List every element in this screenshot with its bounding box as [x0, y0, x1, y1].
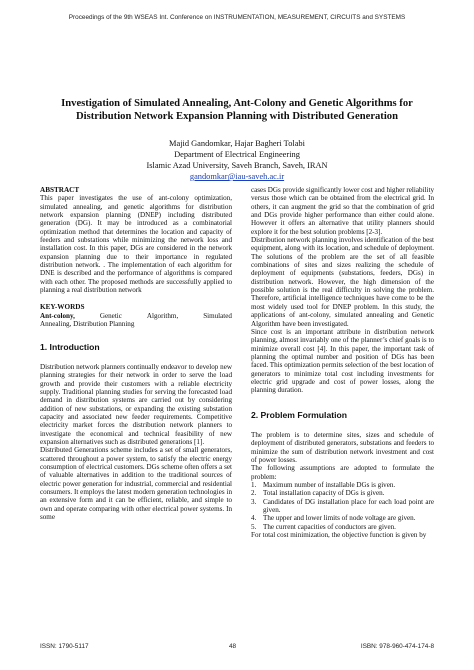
assumption-item: 3. Candidates of DG installation place for each load point are given.: [251, 497, 434, 515]
keyword: Genetic: [99, 311, 122, 320]
body-paragraph: Since cost is an important attribute in distribution network planning, almost invariably one of the planner’s chief goals is to minimize overall cost [4]. In this paper, the important task of planning the optimal number and position of DGs has been faced. This optimization permits selection of the best location of generators to minimize total cost including investments for electric grid upgrade and cost of power losses, along the planning duration.: [251, 327, 434, 395]
assumption-item: 5. The current capacities of conductors are given.: [251, 522, 396, 531]
assumption-item: 1. Maximum number of installable DGs is given.: [251, 481, 396, 489]
keywords-line: Annealing, Distribution Planning: [40, 320, 135, 329]
keywords-line: [40, 312, 232, 320]
keyword: Ant-colony,: [40, 311, 75, 320]
footer-issn: ISSN: 1790-5117: [40, 643, 89, 650]
proceedings-header: Proceedings of the 9th WSEAS Int. Conference on INSTRUMENTATION, MEASUREMENT, CIRCUITS and SYSTEMS: [68, 14, 406, 21]
footer-isbn: ISBN: 978-960-474-174-8: [360, 643, 434, 650]
keyword: Simulated: [203, 311, 232, 320]
intro-paragraph: Distribution network planners continually endeavor to develop new planning strategies for their network in order to serve the load growth and provide their customers with a reliable electricity supply. Traditional planning studies for serving the forecasted load demand in distribution systems are carried out by considering addition of new substations, or expanding the existing substation capacity and associated new feeder requirements. Competitive electricity market forces the distribution network planners to investigate the economical and technical feasibility of new expansion alternatives such as distributed generations [1].: [40, 362, 232, 446]
footer-page-number: 48: [229, 643, 237, 650]
author-email-link[interactable]: gandomkar@iau-saveh.ac.ir: [189, 172, 285, 181]
intro-paragraph: Distributed Generations scheme includes a set of small generators, scattered throughout a power system, to satisfy the electric energy consumption of electrical customers. DGs scheme often offers a set of valuable alternatives in addition to the traditional sources of electric power generation for industrial, commercial and residential consumers. It employs the latest modern generation technologies in an extensive form and it can be efficient, reliable, and simple to own and operate comparing with other electrical power systems. In some: [40, 446, 232, 522]
body-paragraph: cases DGs provide significantly lower cost and higher reliability versus those which can be obtained from the electrical grid. In others, it can augment the grid so that the combination of grid and DGs provide higher performance than either could alone. However it offers an alternative that utility planners should explore it for the best solution problems [2-3].: [251, 186, 434, 236]
assumption-item: 4. The upper and lower limits of node voltage are given.: [251, 514, 416, 523]
author-department: Department of Electrical Engineering: [174, 150, 300, 159]
abstract-heading: ABSTRACT: [40, 186, 80, 194]
assumption-list: [251, 481, 434, 531]
formulation-paragraph: The problem is to determine sites, sizes and schedule of deployment of distributed generators, substations and feeders to minimize the sum of distribution network investment and cost of power losses.: [251, 430, 434, 464]
right-column: [251, 186, 434, 539]
body-paragraph: Distribution network planning involves identification of the best equipment, along with its location, and schedule of deployment. The solutions of the problem are the set of all feasible combinations of sites and sizes realizing the schedule of deployment of equipments (substations, feeders, DGs) in distribution network. However, the high dimension of the possible solution is the real difficulty in solving the problem. Therefore, artificial intelligence techniques have come to be the most widely used tool for DNEP problem. In this study, the applications of ant-colony, simulated annealing and Genetic Algorithm have been investigated.: [251, 236, 434, 328]
problem-formulation-heading: 2. Problem Formulation: [251, 409, 347, 420]
paper-title: Investigation of Simulated Annealing, Ant-Colony and Genetic Algorithms for Distribution Network Expansion Planning with Distributed Generation: [61, 98, 413, 122]
introduction-heading: 1. Introduction: [40, 341, 100, 352]
abstract-text: This paper investigates the use of ant-colony optimization, simulated annealing, and genetic algorithms for distribution network expansion planning (DNEP) including distributed generation (DG). It may be introduced as a combinatorial optimization method that determines the location and capacity of feeders and substations while minimizing the network loss and installation cost. In this paper, DGs are considered in the network expansion planning due to their importance in regulated distribution network. . The implementation of each algorithm for DNE is described and the performance of algorithms is compared with each other. The proposed methods are successfully applied to planning a real distribution network: [40, 194, 232, 295]
author-affiliation: Islamic Azad University, Saveh Branch, Saveh, IRAN: [146, 161, 328, 170]
author-block: [40, 138, 434, 182]
formulation-paragraph: For total cost minimization, the objective function is given by: [251, 531, 427, 540]
left-column: [40, 186, 232, 521]
formulation-paragraph: The following assumptions are adopted to formulate the problem:: [251, 464, 434, 481]
keywords-heading: KEY-WORDS: [40, 303, 85, 312]
assumption-item: 2. Total installation capacity of DGs is given.: [251, 489, 385, 498]
keyword: Algorithm,: [146, 311, 179, 320]
author-names: Majid Gandomkar, Hajar Bagheri Tolabi: [169, 139, 305, 148]
